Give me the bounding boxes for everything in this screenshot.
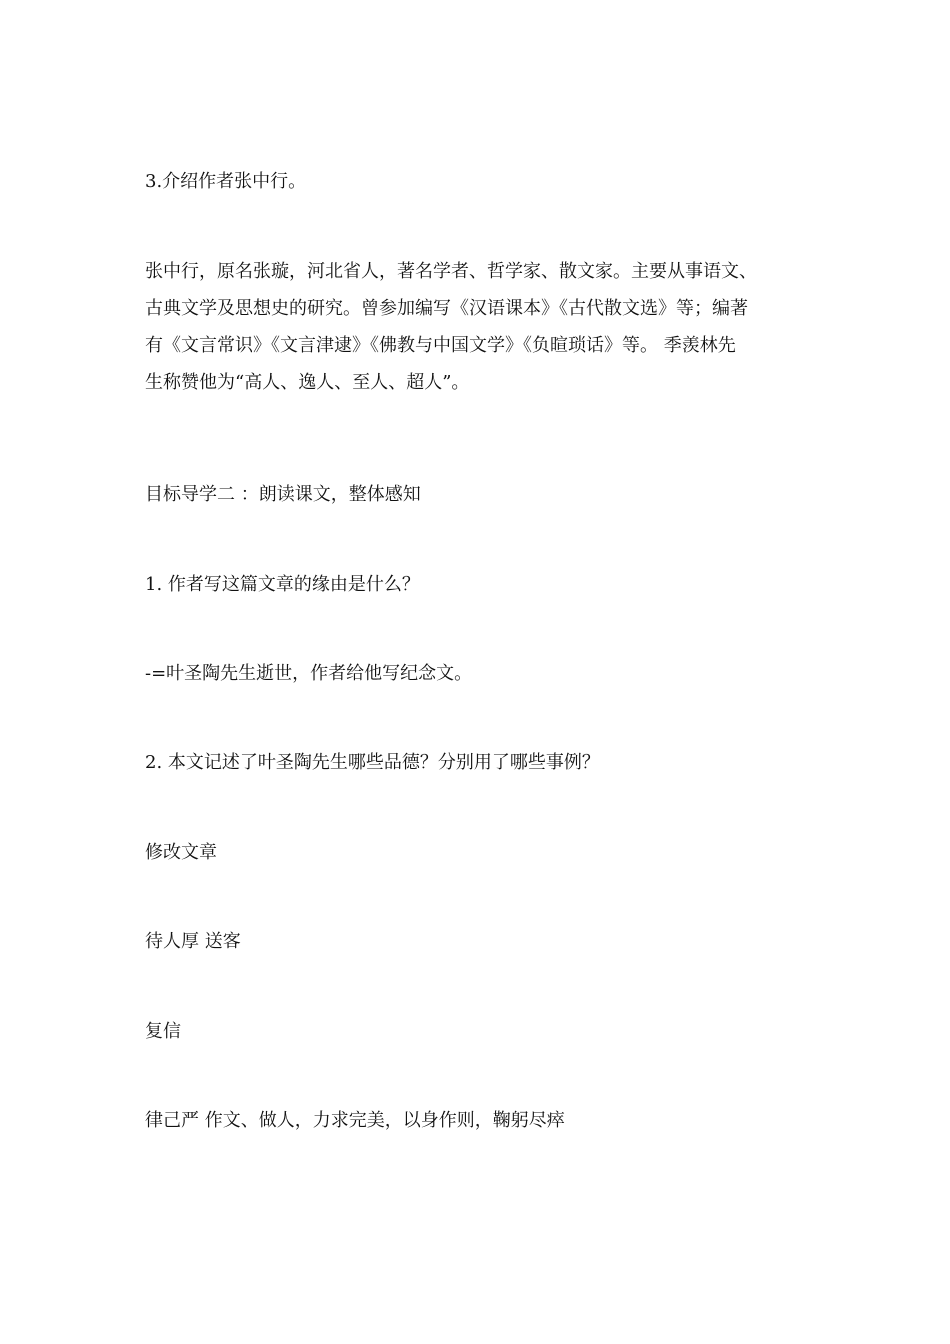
heading-intro: 3.介绍作者张中行。 xyxy=(145,171,307,192)
author-bio-line-2: 古典文学及思想史的研究。曾参加编写《汉语课本》《古代散文选》等；编著 xyxy=(145,298,748,319)
list-item-reply-letters: 复信 xyxy=(145,1021,181,1042)
section-goal-2: 目标导学二 ：朗读课文，整体感知 xyxy=(145,484,421,505)
list-item-revise-article: 修改文章 xyxy=(145,842,217,863)
list-item-treat-others: 待人厚 送客 xyxy=(145,931,241,952)
question-1: 1. 作者写这篇文章的缘由是什么？ xyxy=(145,574,420,595)
author-bio-line-1: 张中行，原名张璇，河北省人，著名学者、哲学家、散文家。主要从事语文、 xyxy=(145,261,757,282)
question-2: 2. 本文记述了叶圣陶先生哪些品德？分别用了哪些事例？ xyxy=(145,752,600,773)
author-bio-line-3: 有《文言常识》《文言津逮》《佛教与中国文学》《负暄琐话》等。 季羡林先 xyxy=(145,335,736,356)
author-bio-paragraph xyxy=(145,253,825,401)
author-bio-line-4: 生称赞他为“高人、逸人、至人、超人”。 xyxy=(145,372,470,393)
list-item-self-discipline: 律己严 作文、做人，力求完美，以身作则，鞠躬尽瘁 xyxy=(145,1110,565,1131)
answer-1: -=叶圣陶先生逝世，作者给他写纪念文。 xyxy=(145,663,473,684)
